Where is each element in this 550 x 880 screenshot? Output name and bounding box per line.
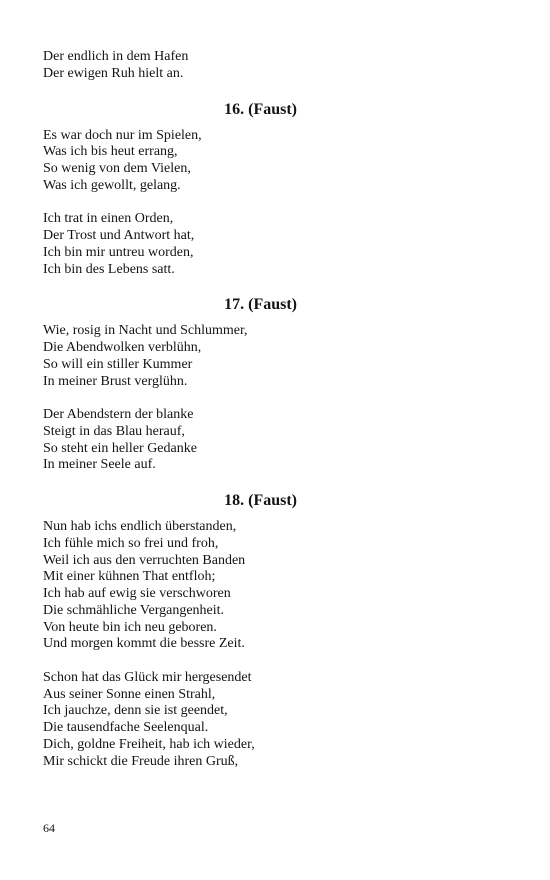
verse-line: So wenig von dem Vielen,	[43, 161, 191, 176]
verse-line: Ich bin mir untreu worden,	[43, 244, 194, 260]
verse-line: Die tausendfache Seelenqual.	[43, 720, 209, 735]
verse-line: Wie, rosig in Nacht und Schlummer,	[43, 323, 248, 339]
verse-line: Dich, goldne Freiheit, hab ich wieder,	[43, 736, 255, 752]
verse-line: Ich jauchze, denn sie ist geendet,	[43, 703, 228, 719]
verse-line: Die Abendwolken verblühn,	[43, 340, 202, 355]
verse-line: Was ich gewollt, gelang.	[43, 177, 181, 193]
verse-line: Nun hab ichs endlich überstanden,	[43, 519, 237, 534]
verse-line: Es war doch nur im Spielen,	[43, 127, 202, 143]
stanza	[43, 519, 297, 653]
verse-line: Von heute bin ich neu geboren.	[43, 619, 217, 635]
stanza	[43, 211, 297, 278]
verse-line: Die schmähliche Vergangenheit.	[43, 602, 225, 618]
poem-heading: 16. (Faust)	[224, 100, 297, 118]
stanza-break	[43, 195, 297, 212]
verse-line: Was ich bis heut errang,	[43, 144, 178, 160]
verse-line: In meiner Seele auf.	[43, 457, 156, 473]
verse-line: Steigt in das Blau herauf,	[43, 423, 185, 439]
stanza	[43, 670, 297, 771]
verse-line: Ich trat in einen Orden,	[43, 211, 174, 227]
verse-line: Mir schickt die Freude ihren Gruß,	[43, 753, 239, 769]
verse-line: Aus seiner Sonne einen Strahl,	[43, 686, 216, 702]
opening-stanza	[43, 49, 297, 83]
verse-line: Und morgen kommt die bessre Zeit.	[43, 636, 245, 652]
verse-line: Ich hab auf ewig sie verschworen	[43, 586, 231, 601]
verse-line: Mit einer kühnen That entfloh;	[43, 569, 216, 585]
stanza-break	[43, 653, 297, 670]
verse-line: Schon hat das Glück mir hergesendet	[43, 669, 252, 685]
verse-line: Der endlich in dem Hafen	[43, 49, 189, 64]
poem-17	[43, 295, 297, 474]
stanza	[43, 128, 297, 195]
stanza	[43, 323, 297, 390]
poem-heading: 18. (Faust)	[224, 492, 297, 509]
verse-line: So will ein stiller Kummer	[43, 356, 193, 372]
poem-16	[43, 100, 297, 279]
verse-line: Der ewigen Ruh hielt an.	[43, 65, 184, 81]
stanza	[43, 407, 297, 474]
stanza-break	[43, 390, 297, 407]
verse-line: So steht ein heller Gedanke	[43, 440, 197, 456]
verse-line: Der Trost und Antwort hat,	[43, 228, 195, 243]
verse-line: Weil ich aus den verruchten Banden	[43, 552, 246, 568]
verse-line: In meiner Brust verglühn.	[43, 373, 188, 389]
page-number: 64	[43, 821, 55, 835]
text-column	[43, 49, 297, 770]
verse-line: Der Abendstern der blanke	[43, 407, 194, 422]
verse-line: Ich fühle mich so frei und froh,	[43, 535, 219, 551]
poem-18	[43, 491, 297, 770]
poem-heading: 17. (Faust)	[224, 296, 297, 314]
verse-line: Ich bin des Lebens satt.	[43, 261, 175, 277]
